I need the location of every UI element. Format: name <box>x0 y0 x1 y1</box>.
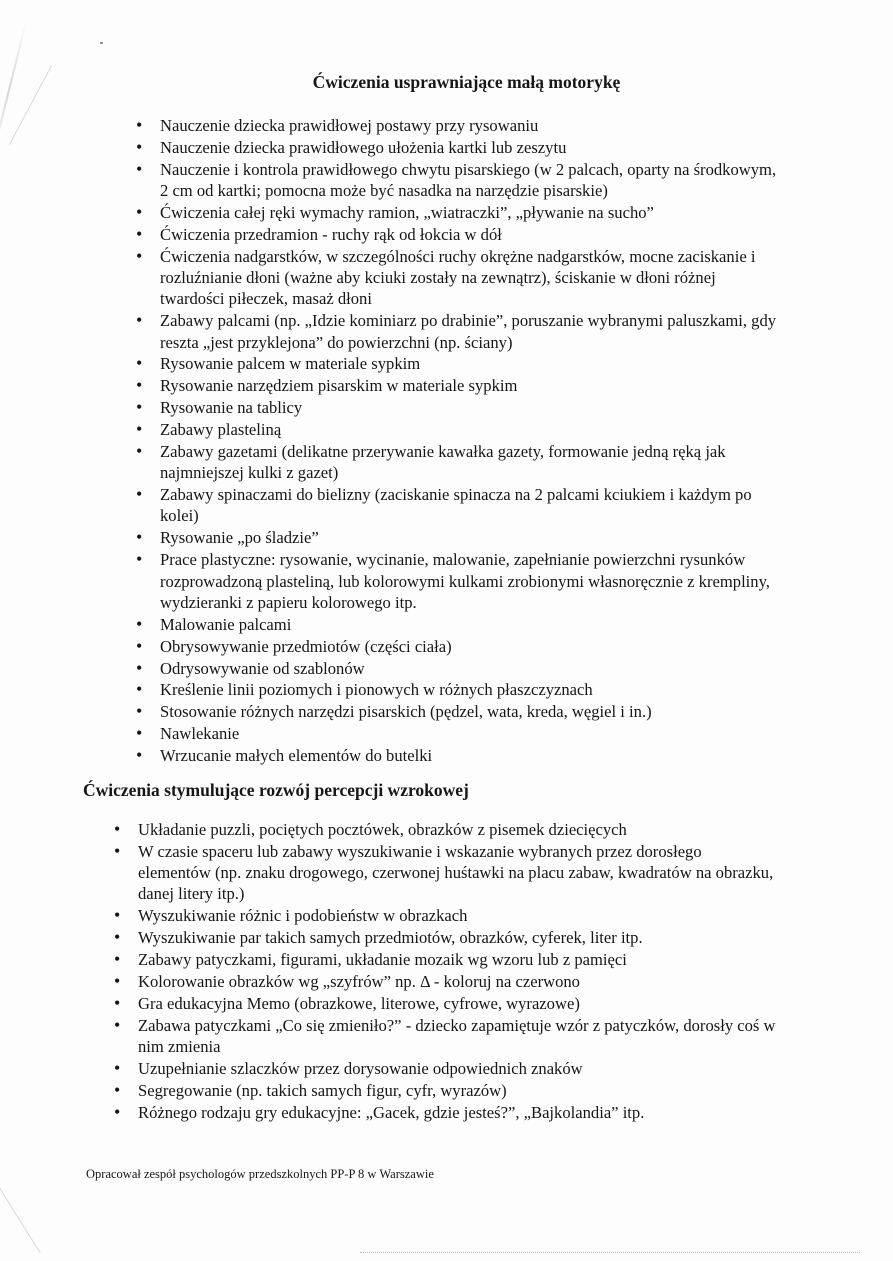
list-item: • Układanie puzzli, pociętych pocztówek, obrazków z pisemek dziecięcych <box>138 819 778 840</box>
list-item: • Różnego rodzaju gry edukacyjne: „Gacek, gdzie jesteś?”, „Bajkolandia” itp. <box>138 1102 778 1123</box>
footer-credit: Opracował zespół psychologów przedszkolnych PP-P 8 w Warszawie <box>86 1167 434 1181</box>
list-item: • Wyszukiwanie różnic i podobieństw w obrazkach <box>138 905 778 926</box>
list-item: • Rysowanie „po śladzie” <box>160 527 780 548</box>
scan-artifact <box>100 42 103 44</box>
list-item: • Nauczenie dziecka prawidłowej postawy przy rysowaniu <box>160 115 780 136</box>
list-item: • W czasie spaceru lub zabawy wyszukiwanie i wskazanie wybranych przez dorosłego elementów (np. znaku drogowego, czerwonej huśtawki na placu zabaw, kwadratów na obrazku, danej litery itp.) <box>138 841 778 905</box>
list-item: • Kolorowanie obrazków wg „szyfrów” np. Δ - koloruj na czerwono <box>138 971 778 992</box>
list-item: • Rysowanie palcem w materiale sypkim <box>160 353 780 374</box>
section-title-motor-skills: Ćwiczenia usprawniające małą motorykę <box>312 72 621 92</box>
list-item: • Nauczenie dziecka prawidłowego ułożenia kartki lub zeszytu <box>160 137 780 158</box>
section-title-visual-perception: Ćwiczenia stymulujące rozwój percepcji wzrokowej <box>83 780 469 800</box>
list-item: • Wrzucanie małych elementów do butelki <box>160 745 780 766</box>
motor-skills-list <box>160 115 780 767</box>
list-item: • Zabawy plasteliną <box>160 419 780 440</box>
list-item: • Zabawy palcami (np. „Idzie kominiarz po drabinie”, poruszanie wybranymi paluszkami, gdy reszta „jest przyklejona” do powierzchni (np. ściany) <box>160 310 780 353</box>
scan-artifact <box>0 1177 41 1254</box>
list-item: • Kreślenie linii poziomych i pionowych w różnych płaszczyznach <box>160 679 780 700</box>
list-item: • Uzupełnianie szlaczków przez dorysowanie odpowiednich znaków <box>138 1058 778 1079</box>
list-item: • Obrysowywanie przedmiotów (części ciała) <box>160 636 780 657</box>
list-item: • Malowanie palcami <box>160 614 780 635</box>
list-item: • Zabawy gazetami (delikatne przerywanie kawałka gazety, formowanie jedną ręką jak najmniejszej kulki z gazet) <box>160 441 780 484</box>
list-item: • Stosowanie różnych narzędzi pisarskich (pędzel, wata, kreda, węgiel i in.) <box>160 701 780 722</box>
list-item: • Ćwiczenia całej ręki wymachy ramion, „wiatraczki”, „pływanie na sucho” <box>160 202 780 223</box>
list-item: • Segregowanie (np. takich samych figur, cyfr, wyrazów) <box>138 1080 778 1101</box>
list-item: • Zabawy patyczkami, figurami, układanie mozaik wg wzoru lub z pamięci <box>138 949 778 970</box>
list-item: • Rysowanie na tablicy <box>160 397 780 418</box>
list-item: • Wyszukiwanie par takich samych przedmiotów, obrazków, cyferek, liter itp. <box>138 927 778 948</box>
scan-artifact <box>360 1252 860 1254</box>
list-item: • Zabawy spinaczami do bielizny (zaciskanie spinacza na 2 palcami kciukiem i każdym po kolei) <box>160 484 780 527</box>
list-item: • Prace plastyczne: rysowanie, wycinanie, malowanie, zapełnianie powierzchni rysunków rozprowadzoną plasteliną, lub kolorowymi kulkami zrobionymi własnoręcznie z krempliny, wydzieranki z papieru kolorowego itp. <box>160 549 780 613</box>
list-item: • Gra edukacyjna Memo (obrazkowe, literowe, cyfrowe, wyrazowe) <box>138 993 778 1014</box>
list-item: • Ćwiczenia nadgarstków, w szczególności ruchy okrężne nadgarstków, mocne zaciskanie i rozluźnianie dłoni (ważne aby kciuki zostały na zewnątrz), ściskanie w dłoni różnej twardości piłeczek, masaż dłoni <box>160 246 780 310</box>
list-item: • Zabawa patyczkami „Co się zmieniło?” - dziecko zapamiętuje wzór z patyczków, dorosły coś w nim zmienia <box>138 1015 778 1058</box>
list-item: • Rysowanie narzędziem pisarskim w materiale sypkim <box>160 375 780 396</box>
list-item: • Nawlekanie <box>160 723 780 744</box>
list-item: • Nauczenie i kontrola prawidłowego chwytu pisarskiego (w 2 palcach, oparty na środkowym, 2 cm od kartki; pomocna może być nasadka na narzędzie pisarskie) <box>160 159 780 202</box>
list-item: • Ćwiczenia przedramion - ruchy rąk od łokcia w dół <box>160 224 780 245</box>
visual-perception-list <box>138 819 778 1124</box>
list-item: • Odrysowywanie od szablonów <box>160 658 780 679</box>
